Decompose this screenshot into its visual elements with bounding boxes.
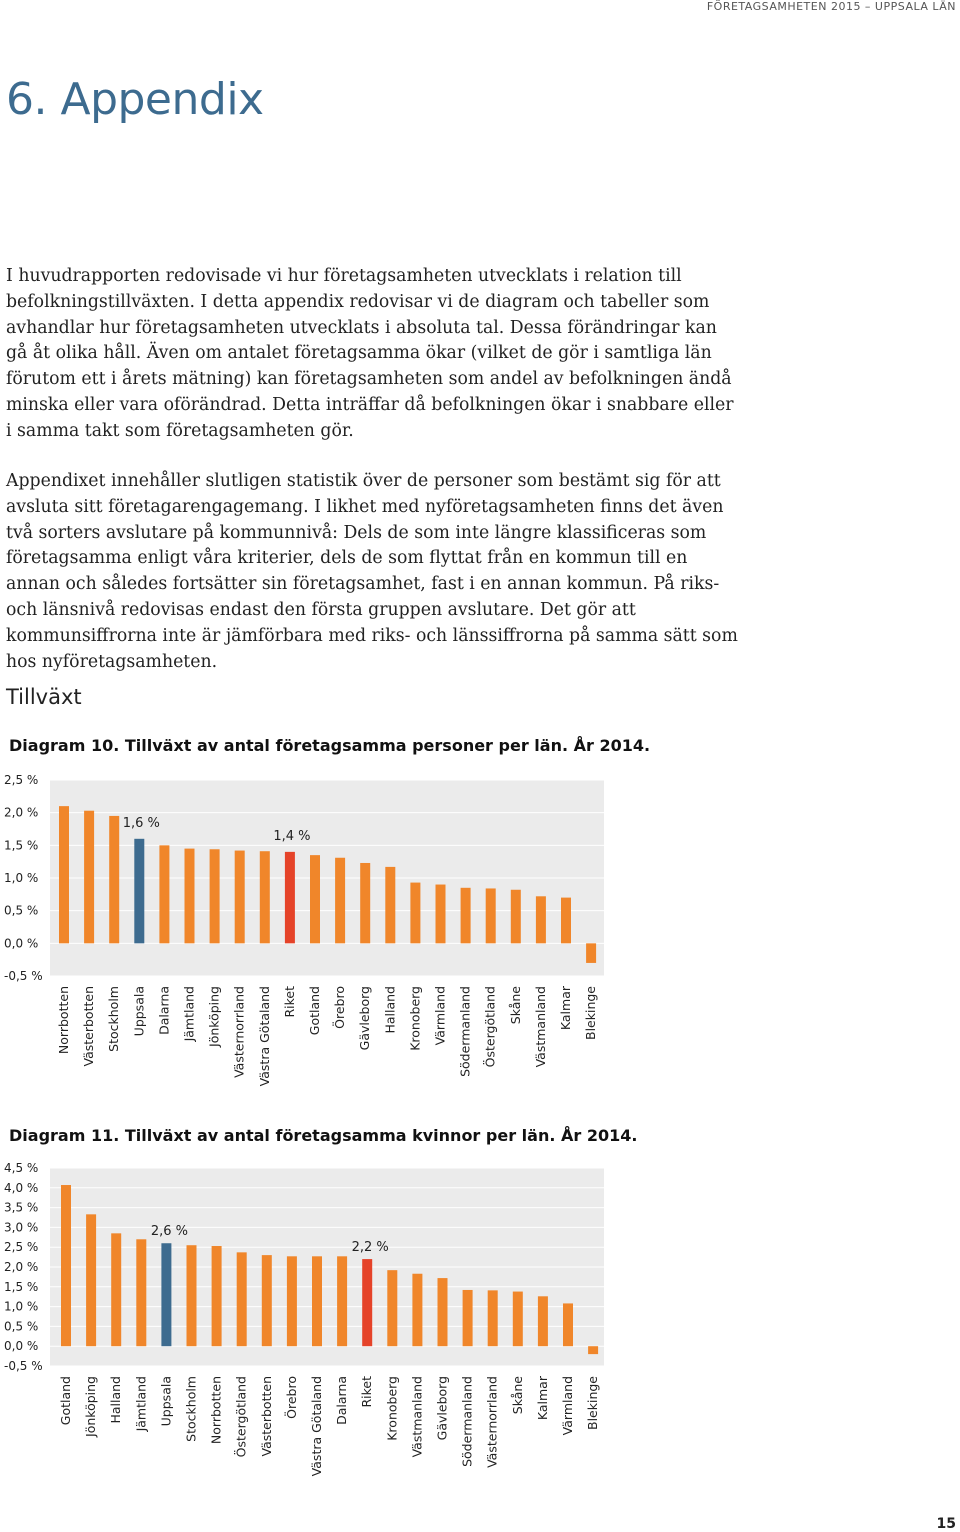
bar-skane bbox=[513, 1292, 523, 1347]
category-label: Gotland bbox=[58, 1376, 73, 1426]
bar-sodermanland bbox=[461, 888, 471, 944]
category-label: Riket bbox=[281, 986, 297, 1018]
bar-gavleborg bbox=[360, 863, 370, 943]
bar-varmland bbox=[436, 885, 446, 944]
category-label: Gotland bbox=[307, 986, 322, 1036]
bar-halland bbox=[111, 1233, 121, 1346]
bar-jamtland bbox=[185, 849, 195, 944]
category-label: Blekinge bbox=[585, 1376, 601, 1430]
category-label: Kronoberg bbox=[407, 986, 423, 1051]
category-label: Norrbotten bbox=[208, 1376, 224, 1445]
bar-jonkoping bbox=[86, 1214, 96, 1346]
category-label: Södermanland bbox=[457, 986, 473, 1077]
category-label: Kronoberg bbox=[384, 1376, 400, 1441]
category-label: Stockholm bbox=[183, 1376, 199, 1442]
data-label-riket: 2,2 % bbox=[351, 1240, 389, 1256]
y-tick-label: 0,0 % bbox=[4, 936, 39, 951]
bar-dalarna bbox=[337, 1256, 347, 1346]
category-label: Gävleborg bbox=[434, 1376, 450, 1441]
category-label: Dalarna bbox=[156, 986, 172, 1035]
y-tick-label: 1,5 % bbox=[4, 838, 39, 853]
category-label: Örebro bbox=[332, 986, 348, 1029]
avslutare-paragraph: Appendixet innehåller slutligen statistik över de personer som bestämt sig för att avsluta sitt företagarengagemang. I likhet med nyföretagsamheten finns det även två sorters avslutare på kommunnivå: Dels de som inte längre klassificeras som företagsamma enligt våra kriterier, dels de som flyttat från en kommun till en annan och således fortsätter sin företagsamhet, fast i en annan kommun. På riks- och länsnivå redovisas endast den första gruppen avslutare. Det gör att kommunsiffrorna inte är jämförbara med riks- och länssiffrorna på samma sätt som hos nyföretagsamheten. bbox=[6, 471, 738, 672]
category-label: Blekinge bbox=[583, 986, 599, 1040]
data-label-riket: 1,4 % bbox=[273, 828, 311, 844]
y-tick-label: 1,0 % bbox=[4, 1299, 39, 1314]
y-tick-label: 0,0 % bbox=[4, 1339, 39, 1354]
category-label: Stockholm bbox=[106, 986, 122, 1052]
y-tick-label: 4,5 % bbox=[4, 1161, 39, 1175]
bar-halland bbox=[385, 867, 395, 943]
category-label: Värmland bbox=[560, 1376, 575, 1436]
bar-uppsala bbox=[161, 1243, 171, 1346]
category-label: Västmanland bbox=[532, 986, 548, 1068]
y-tick-label: 4,0 % bbox=[4, 1180, 39, 1195]
intro-paragraph: I huvudrapporten redovisade vi hur företagsamheten utvecklats i relation till befolkningstillväxten. I detta appendix redovisar vi de diagram och tabeller som avhandlar hur företagsamheten utvecklats i absoluta tal. Dessa förändringar kan gå åt olika håll. Även om antalet företagsamma ökar (vilket de gör i samtliga län förutom ett i årets mätning) kan företagsamheten som andel av befolkningen ändå minska eller vara oförändrad. Detta inträffar då befolkningen ökar i snabbare eller i samma takt som företagsamheten gör. bbox=[6, 266, 734, 441]
section-heading: Tillväxt bbox=[6, 685, 82, 709]
bar-orebro bbox=[335, 858, 345, 944]
y-tick-label: 1,0 % bbox=[4, 871, 39, 885]
bar-stockholm bbox=[187, 1245, 197, 1346]
category-label: Riket bbox=[359, 1376, 375, 1408]
y-tick-label: -0,5 % bbox=[4, 969, 43, 983]
page-number: 15 bbox=[936, 1516, 956, 1532]
bar-varmland bbox=[563, 1303, 573, 1346]
y-tick-label: 2,0 % bbox=[4, 805, 39, 820]
y-tick-label: -0,5 % bbox=[4, 1359, 43, 1373]
category-label: Halland bbox=[382, 986, 398, 1034]
bar-vastmanland bbox=[536, 896, 546, 943]
bar-gavleborg bbox=[438, 1278, 448, 1346]
category-label: Västernorrland bbox=[231, 986, 247, 1078]
bar-vastmanland bbox=[412, 1274, 422, 1346]
bar-stockholm bbox=[109, 816, 119, 943]
category-label: Kalmar bbox=[534, 1376, 550, 1421]
bar-vastra-gotaland bbox=[260, 851, 270, 943]
category-label: Gävleborg bbox=[357, 986, 373, 1051]
bar-norrbotten bbox=[212, 1246, 222, 1346]
category-label: Västra Götaland bbox=[309, 1376, 324, 1477]
category-label: Östergötland bbox=[482, 986, 498, 1068]
category-label: Jämtland bbox=[133, 1376, 149, 1432]
category-label: Jönköping bbox=[206, 986, 222, 1047]
bar-jamtland bbox=[136, 1239, 146, 1346]
diagram-11-chart bbox=[0, 1155, 620, 1495]
bar-kalmar bbox=[561, 898, 571, 944]
category-label: Södermanland bbox=[459, 1376, 475, 1467]
data-label-uppsala: 1,6 % bbox=[122, 815, 160, 831]
diagram-10-title: Diagram 10. Tillväxt av antal företagsamma personer per län. År 2014. bbox=[9, 736, 651, 755]
category-label: Värmland bbox=[432, 986, 448, 1046]
y-tick-label: 3,0 % bbox=[4, 1220, 39, 1235]
diagram-10-chart bbox=[0, 760, 620, 1095]
data-label-uppsala: 2,6 % bbox=[150, 1224, 188, 1240]
bar-blekinge bbox=[588, 1346, 598, 1354]
bar-kronoberg bbox=[410, 883, 420, 944]
bar-orebro bbox=[287, 1256, 297, 1346]
bar-ostergotland bbox=[237, 1252, 247, 1346]
category-label: Örebro bbox=[283, 1376, 299, 1419]
y-tick-label: 2,0 % bbox=[4, 1260, 39, 1274]
bar-riket bbox=[362, 1259, 372, 1346]
category-label: Västmanland bbox=[409, 1376, 425, 1458]
category-label: Östergötland bbox=[233, 1376, 249, 1458]
bar-vastra-gotaland bbox=[312, 1256, 322, 1346]
bar-ostergotland bbox=[486, 888, 496, 943]
category-label: Västra Götaland bbox=[256, 986, 272, 1087]
bar-blekinge bbox=[586, 943, 596, 963]
category-label: Kalmar bbox=[558, 986, 573, 1031]
category-label: Jämtland bbox=[181, 986, 197, 1042]
category-label: Halland bbox=[108, 1376, 124, 1424]
bar-gotland bbox=[310, 855, 320, 943]
category-label: Jönköping bbox=[83, 1376, 99, 1437]
bar-kalmar bbox=[538, 1296, 548, 1346]
diagram-11-title: Diagram 11. Tillväxt av antal företagsamma kvinnor per län. År 2014. bbox=[9, 1126, 638, 1145]
category-label: Västerbotten bbox=[81, 986, 97, 1067]
y-tick-label: 0,5 % bbox=[4, 903, 39, 918]
category-label: Västernorrland bbox=[484, 1376, 500, 1468]
y-tick-label: 3,5 % bbox=[4, 1200, 39, 1215]
category-label: Uppsala bbox=[158, 1376, 174, 1427]
bar-gotland bbox=[61, 1185, 71, 1346]
y-tick-label: 0,5 % bbox=[4, 1319, 39, 1334]
bar-riket bbox=[285, 852, 295, 943]
bar-jonkoping bbox=[210, 849, 220, 943]
bar-dalarna bbox=[159, 845, 169, 943]
bar-vasternorrland bbox=[235, 851, 245, 944]
category-label: Västerbotten bbox=[258, 1376, 274, 1457]
category-label: Norrbotten bbox=[56, 986, 71, 1055]
category-label: Skåne bbox=[507, 986, 523, 1025]
bar-kronoberg bbox=[387, 1270, 397, 1346]
y-tick-label: 2,5 % bbox=[4, 773, 39, 787]
bar-sodermanland bbox=[463, 1290, 473, 1346]
bar-norrbotten bbox=[59, 806, 69, 943]
running-header: FÖRETAGSAMHETEN 2015 – UPPSALA LÄN bbox=[706, 0, 956, 13]
chapter-title: 6. Appendix bbox=[6, 74, 264, 125]
y-tick-label: 2,5 % bbox=[4, 1240, 39, 1255]
bar-uppsala bbox=[134, 839, 144, 944]
bar-vasternorrland bbox=[488, 1290, 498, 1346]
y-tick-label: 1,5 % bbox=[4, 1279, 39, 1294]
category-label: Skåne bbox=[509, 1376, 525, 1415]
bar-skane bbox=[511, 890, 521, 944]
category-label: Uppsala bbox=[131, 986, 147, 1037]
bar-vasterbotten bbox=[84, 811, 94, 944]
bar-vasterbotten bbox=[262, 1255, 272, 1346]
category-label: Dalarna bbox=[334, 1376, 350, 1425]
